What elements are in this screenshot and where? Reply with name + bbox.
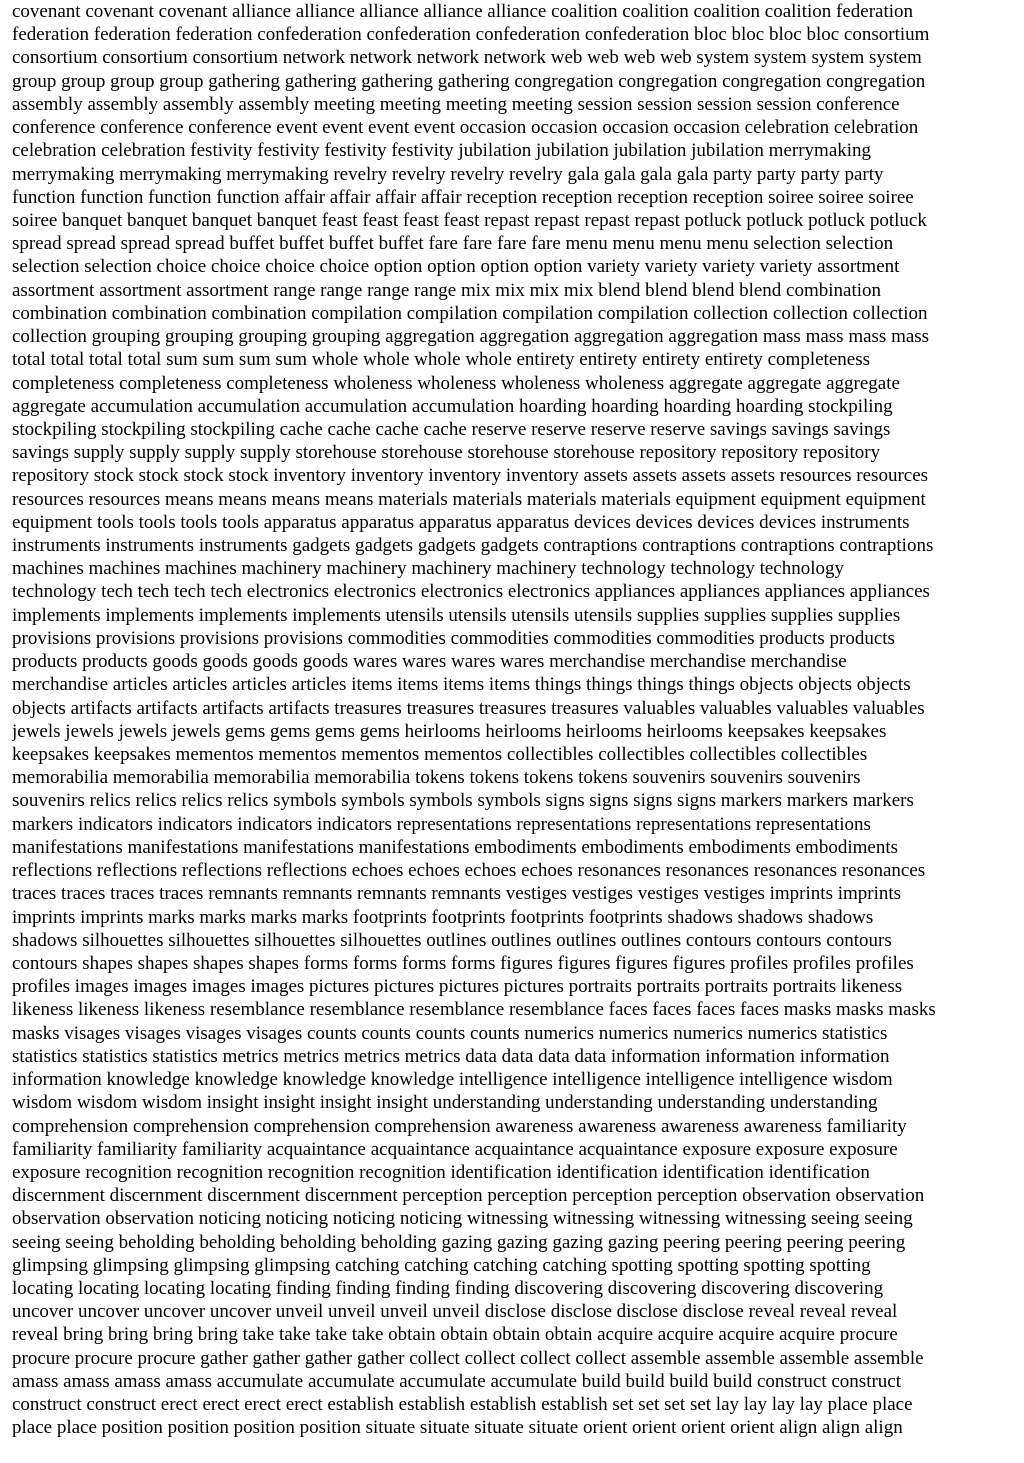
text-line: profiles images images images images pictures pictures pictures pictures portraits portraits portraits portraits likeness bbox=[12, 976, 903, 998]
text-line: machines machines machines machinery machinery machinery machinery technology technology technology bbox=[12, 558, 845, 580]
text-line: jewels jewels jewels jewels gems gems gems gems heirlooms heirlooms heirlooms heirlooms keepsakes keepsakes bbox=[12, 720, 887, 742]
text-line: celebration celebration festivity festivity festivity festivity jubilation jubilation jubilation jubilation merrymaking bbox=[12, 140, 872, 162]
text-line: seeing seeing beholding beholding beholding beholding gazing gazing gazing gazing peering peering peering peering bbox=[12, 1231, 906, 1253]
text-line: soiree banquet banquet banquet banquet feast feast feast feast repast repast repast repast potluck potluck potluck potluck bbox=[12, 209, 927, 231]
text-line: familiarity familiarity familiarity acquaintance acquaintance acquaintance acquaintance exposure exposure exposure bbox=[12, 1138, 898, 1160]
text-line: wisdom wisdom wisdom insight insight insight insight understanding understanding understanding understanding bbox=[12, 1092, 878, 1114]
text-line: assortment assortment assortment range range range range mix mix mix mix blend blend blend blend combination bbox=[12, 279, 882, 301]
text-line: reveal bring bring bring bring take take take take obtain obtain obtain obtain acquire acquire acquire acquire procure bbox=[12, 1324, 898, 1346]
text-line: stockpiling stockpiling stockpiling cache cache cache cache reserve reserve reserve reserve savings savings savings bbox=[12, 418, 891, 440]
text-line: comprehension comprehension comprehension comprehension awareness awareness awareness awareness familiarity bbox=[12, 1115, 907, 1137]
text-line: selection selection choice choice choice choice option option option option variety variety variety variety assortment bbox=[12, 256, 900, 278]
text-line: reflections reflections reflections reflections echoes echoes echoes echoes resonances resonances resonances resonances bbox=[12, 860, 926, 882]
text-line: savings supply supply supply supply storehouse storehouse storehouse storehouse repository repository repository bbox=[12, 442, 881, 464]
text-line: shadows silhouettes silhouettes silhouettes silhouettes outlines outlines outlines outlines contours contours contours bbox=[12, 929, 892, 951]
text-line: technology tech tech tech tech electronics electronics electronics electronics appliances appliances appliances appliances bbox=[12, 581, 930, 603]
text-line: likeness likeness likeness resemblance resemblance resemblance resemblance faces faces faces faces masks masks masks bbox=[12, 999, 936, 1021]
text-line: procure procure procure gather gather gather gather collect collect collect collect assemble assemble assemble assemble bbox=[12, 1347, 924, 1369]
text-line: covenant covenant covenant alliance alliance alliance alliance alliance coalition coalition coalition coalition federation bbox=[12, 1, 914, 22]
text-line: glimpsing glimpsing glimpsing glimpsing catching catching catching catching spotting spotting spotting spotting bbox=[12, 1254, 871, 1276]
text-line: merrymaking merrymaking merrymaking revelry revelry revelry revelry gala gala gala gala party party party party bbox=[12, 163, 884, 185]
text-line: federation federation federation confederation confederation confederation confederation bloc bloc bloc bloc consortium bbox=[12, 24, 930, 46]
text-line: consortium consortium consortium network network network network web web web web system system system system bbox=[12, 47, 922, 69]
text-line: markers indicators indicators indicators indicators representations representations representations representations bbox=[12, 813, 871, 835]
text-line: traces traces traces traces remnants remnants remnants remnants vestiges vestiges vestiges vestiges imprints imprints bbox=[12, 883, 902, 905]
text-line: total total total total sum sum sum sum whole whole whole whole entirety entirety entirety entirety completeness bbox=[12, 349, 870, 371]
text-line: merchandise articles articles articles articles items items items items things things things things objects objects objects bbox=[12, 674, 911, 696]
text-line: implements implements implements implements utensils utensils utensils utensils supplies supplies supplies supplies bbox=[12, 604, 901, 626]
text-line: collection grouping grouping grouping grouping aggregation aggregation aggregation aggregation mass mass mass mass bbox=[12, 326, 930, 348]
text-line: contours shapes shapes shapes shapes forms forms forms forms figures figures figures figures profiles profiles profiles bbox=[12, 952, 914, 974]
text-line: imprints imprints marks marks marks marks footprints footprints footprints footprints shadows shadows shadows bbox=[12, 906, 874, 928]
text-line: memorabilia memorabilia memorabilia memorabilia tokens tokens tokens tokens souvenirs souvenirs souvenirs bbox=[12, 767, 861, 789]
text-line: aggregate accumulation accumulation accumulation accumulation hoarding hoarding hoarding hoarding stockpiling bbox=[12, 395, 893, 417]
text-line: spread spread spread spread buffet buffet buffet buffet fare fare fare fare menu menu menu menu selection selection bbox=[12, 233, 894, 255]
text-line: discernment discernment discernment discernment perception perception perception perception observation observation bbox=[12, 1185, 925, 1207]
text-line: statistics statistics statistics metrics metrics metrics metrics data data data data information information information bbox=[12, 1045, 890, 1067]
text-line: observation observation noticing noticing noticing noticing witnessing witnessing witnessing witnessing seeing seeing bbox=[12, 1208, 913, 1230]
text-line: resources resources means means means means materials materials materials materials equipment equipment equipment bbox=[12, 488, 926, 510]
text-line: amass amass amass amass accumulate accumulate accumulate accumulate build build build build construct construct bbox=[12, 1370, 902, 1392]
text-line: provisions provisions provisions provisions commodities commodities commodities commodities products products bbox=[12, 627, 895, 649]
text-line: conference conference conference event event event event occasion occasion occasion occasion celebration celebration bbox=[12, 117, 919, 139]
text-line: keepsakes keepsakes mementos mementos mementos mementos collectibles collectibles collectibles collectibles bbox=[12, 744, 868, 765]
text-line: masks visages visages visages visages counts counts counts counts numerics numerics numerics numerics statistics bbox=[12, 1022, 888, 1044]
text-line: souvenirs relics relics relics relics symbols symbols symbols symbols signs signs signs signs markers markers markers bbox=[12, 790, 914, 812]
text-line: exposure recognition recognition recognition recognition identification identification identification identification bbox=[12, 1161, 870, 1183]
text-line: assembly assembly assembly assembly meeting meeting meeting meeting session session session session conference bbox=[12, 93, 900, 115]
text-line: instruments instruments instruments gadgets gadgets gadgets gadgets contraptions contraptions contraptions contraptions bbox=[12, 535, 934, 557]
text-line: uncover uncover uncover uncover unveil unveil unveil unveil disclose disclose disclose disclose reveal reveal reveal bbox=[12, 1301, 898, 1323]
text-line: products products goods goods goods goods wares wares wares wares merchandise merchandise merchandise bbox=[12, 651, 847, 673]
text-line: equipment tools tools tools tools apparatus apparatus apparatus apparatus devices devices devices devices instruments bbox=[12, 511, 910, 533]
text-line: completeness completeness completeness wholeness wholeness wholeness wholeness aggregate aggregate aggregate bbox=[12, 372, 900, 394]
text-line: group group group group gathering gathering gathering gathering congregation congregation congregation congregation bbox=[12, 70, 926, 92]
text-line: function function function function affair affair affair affair reception reception reception reception soiree soiree soiree bbox=[12, 186, 914, 208]
text-line: construct construct erect erect erect erect establish establish establish establish set set set set lay lay lay lay place place bbox=[12, 1394, 913, 1416]
text-line: objects artifacts artifacts artifacts artifacts treasures treasures treasures treasures valuables valuables valuables valuables bbox=[12, 697, 925, 719]
text-line: information knowledge knowledge knowledge knowledge intelligence intelligence intelligence intelligence wisdom bbox=[12, 1069, 893, 1091]
text-line: locating locating locating locating finding finding finding finding discovering discovering discovering discovering bbox=[12, 1278, 884, 1300]
text-line bbox=[12, 1440, 1014, 1463]
text-line: combination combination combination compilation compilation compilation compilation collection collection collection bbox=[12, 302, 928, 324]
text-line: place place position position position position situate situate situate situate orient orient orient orient align align align bbox=[12, 1417, 903, 1439]
text-line: manifestations manifestations manifestations manifestations embodiments embodiments embodiments embodiments bbox=[12, 836, 898, 858]
text-line: repository stock stock stock stock inventory inventory inventory inventory assets assets assets assets resources resources bbox=[12, 465, 929, 487]
